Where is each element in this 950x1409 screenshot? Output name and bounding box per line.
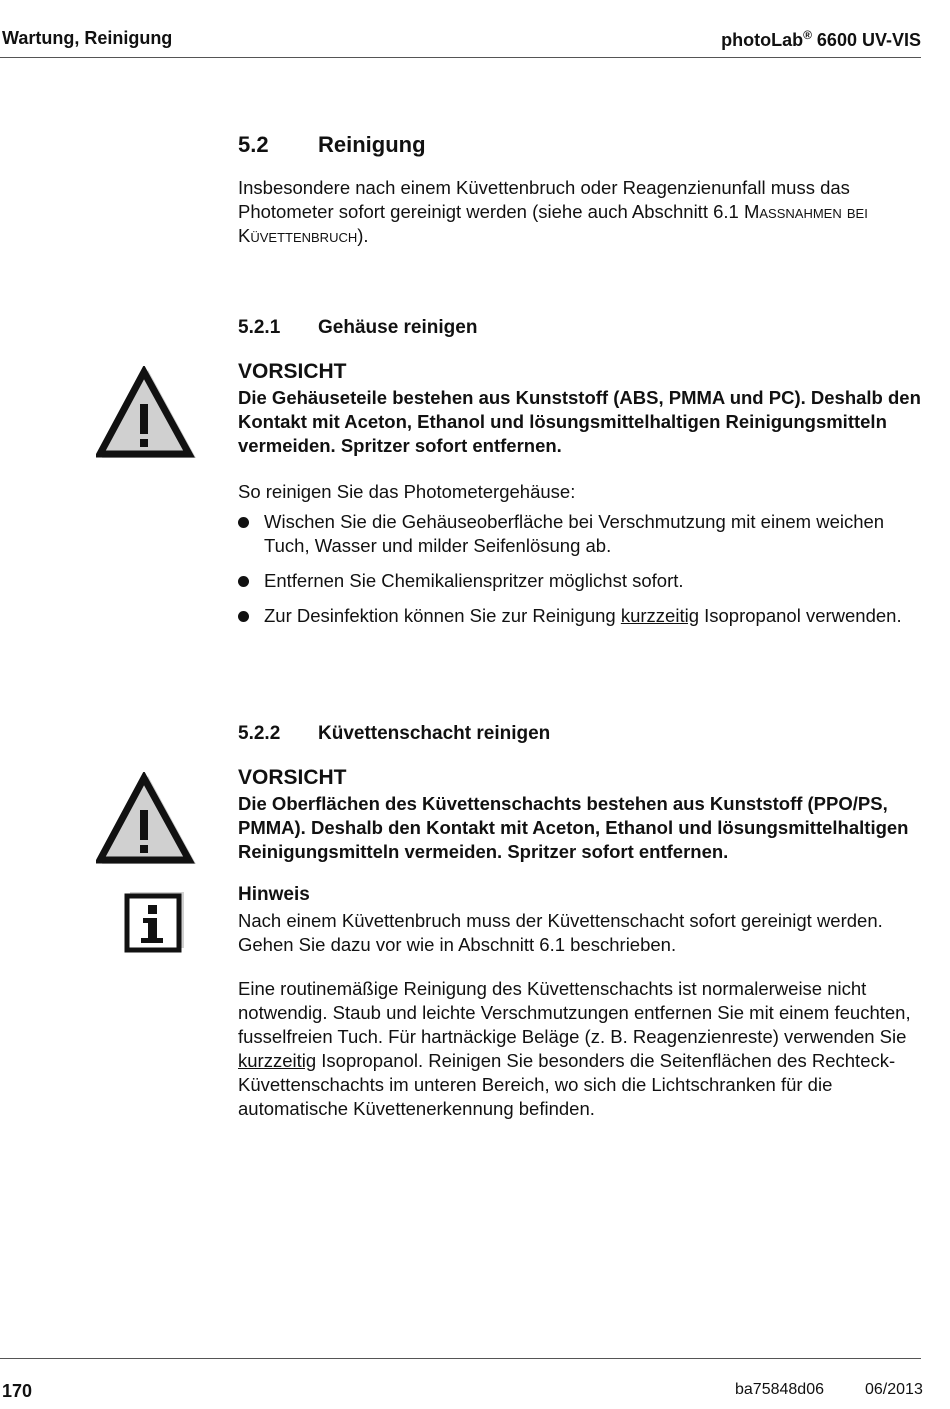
hint-text: Nach einem Küvettenbruch muss der Küvettenschacht sofort gereinigt werden. Gehen Sie dazu vor wie in Abschnitt 6.1 beschrieben. <box>238 910 883 955</box>
caution-text: Die Gehäuseteile bestehen aus Kunststoff (ABS, PMMA und PC). Deshalb den Kontakt mit Aceton, Ethanol und lösungsmittelhaltigen Reinigungsmitteln vermeiden. Spritzer sofort entfernen. <box>238 387 921 456</box>
page-number: 170 <box>2 1381 33 1401</box>
running-header-product <box>721 28 921 51</box>
subsection-heading-2 <box>238 723 550 745</box>
document-date: 06/2013 <box>865 1381 923 1398</box>
list-item-text: Wischen Sie die Gehäuseoberfläche bei Verschmutzung mit einem weichen Tuch, Wasser und milder Seifenlösung ab. <box>264 511 885 556</box>
caution-title: VORSICHT <box>238 360 347 383</box>
list-item <box>238 604 922 628</box>
paragraph-text-end: Isopropanol. Reinigen Sie besonders die Seitenflächen des Rechteck-Küvettenschachts im unteren Bereich, wo sich die Lichtschranken für die automatische Küvettenerkennung befinden. <box>238 1050 896 1119</box>
list-item-text-end: Isopropanol verwenden. <box>698 605 902 626</box>
bullet-list <box>238 510 922 639</box>
header-rule <box>0 57 921 58</box>
warning-triangle-icon <box>96 772 198 866</box>
section-heading <box>238 132 426 158</box>
list-item <box>238 569 922 593</box>
bullet-dot <box>238 517 249 528</box>
running-header-chapter: Wartung, Reinigung <box>2 28 173 48</box>
bullet-dot <box>238 576 249 587</box>
paragraph-text: Eine routinemäßige Reinigung des Küvettenschachts ist normalerweise nicht notwendig. Staub und leichte Verschmutzungen entfernen Sie mit einem feuchten, fusselfreien Tuch. Für hartnäckige Beläge (z. B. Reagenzienreste) verwenden Sie <box>238 978 911 1047</box>
emphasis-underlined: kurzzeitig <box>620 605 699 626</box>
caution-text: Die Oberflächen des Küvettenschachts bestehen aus Kunststoff (PPO/PS, PMMA). Deshalb den Kontakt mit Aceton, Ethanol und lösungsmittelhaltigen Reinigungsmitteln vermeiden. Spritzer sofort entfernen. <box>238 793 909 862</box>
subsection-number: 5.2.1 <box>238 317 281 338</box>
section-intro <box>238 176 922 248</box>
intro-text-end: ). <box>357 225 369 246</box>
caution-title: VORSICHT <box>238 766 347 789</box>
list-item-text: Zur Desinfektion können Sie zur Reinigung <box>264 605 621 626</box>
subsection-heading-1 <box>238 317 477 339</box>
cleaning-paragraph <box>238 977 922 1121</box>
product-model: 6600 UV-VIS <box>811 30 921 50</box>
section-title: Reinigung <box>318 132 426 157</box>
product-name: photoLab <box>721 30 804 50</box>
document-code: ba75848d06 <box>735 1381 824 1398</box>
footer-rule <box>0 1358 921 1359</box>
hint-title: Hinweis <box>238 884 310 905</box>
warning-triangle-icon <box>96 366 198 460</box>
subsection-title: Gehäuse reinigen <box>318 317 478 338</box>
intro-cross-reference: Maßnahmen bei Küvettenbruch <box>238 201 868 246</box>
list-item <box>238 510 922 558</box>
info-icon <box>124 890 186 954</box>
bullet-dot <box>238 611 249 622</box>
registered-mark: ® <box>803 28 812 42</box>
emphasis-underlined: kurzzeitig <box>238 1050 317 1071</box>
section-number: 5.2 <box>238 132 269 157</box>
intro-text: Insbesondere nach einem Küvettenbruch oder Reagenzienunfall muss das Photometer sofort gereinigt werden (siehe auch Abschnitt 6.1 <box>238 177 850 222</box>
instruction-lead: So reinigen Sie das Photometergehäuse: <box>238 481 576 502</box>
subsection-title: Küvettenschacht reinigen <box>318 723 551 744</box>
subsection-number: 5.2.2 <box>238 723 281 744</box>
list-item-text: Entfernen Sie Chemikalienspritzer möglichst sofort. <box>264 570 684 591</box>
